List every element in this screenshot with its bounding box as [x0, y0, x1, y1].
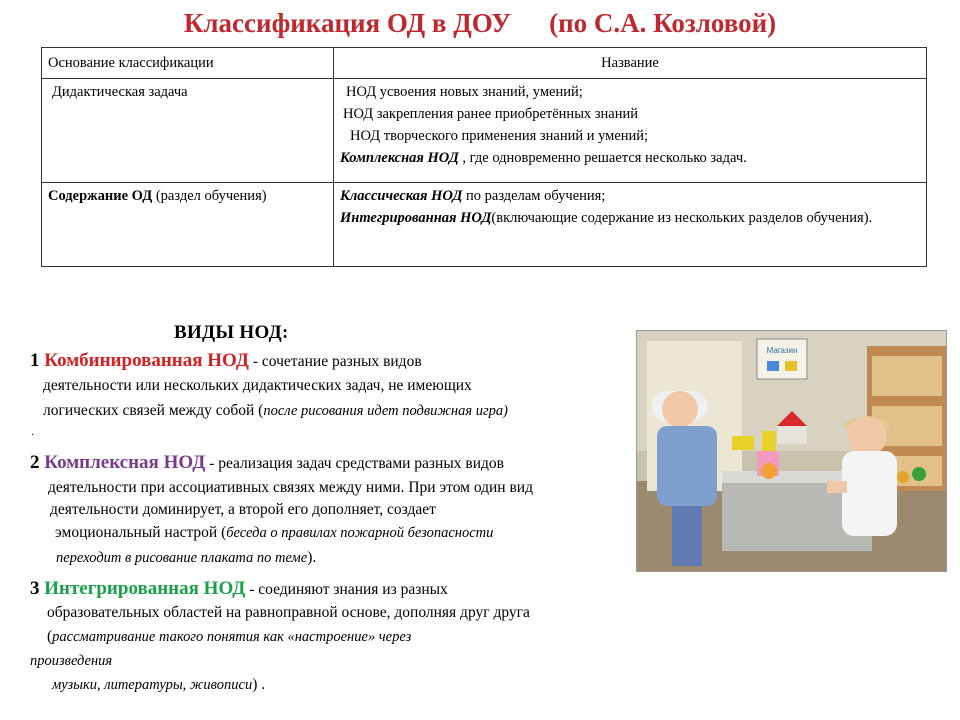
row2-line2	[340, 207, 920, 229]
type3-example: рассматривание такого понятия как «настроение» через	[52, 629, 412, 645]
integ-label: Интегрированная НОД	[340, 210, 492, 226]
classification-table	[41, 47, 927, 267]
page-title	[0, 8, 960, 39]
type2-line1	[30, 452, 504, 474]
type2-line2: деятельности при ассоциативных связях между ними. При этом один вид	[48, 479, 533, 496]
table-cell-name	[334, 183, 927, 267]
type1-line2: деятельности или нескольких дидактических задач, не имеющих	[43, 377, 472, 394]
type3-l3: (	[47, 628, 53, 645]
table-cell-name	[334, 79, 927, 183]
table-row	[42, 183, 927, 267]
table-cell-basis: Дидактическая задача	[42, 79, 334, 183]
type2-l5: ).	[307, 549, 317, 566]
type1-line4: .	[31, 424, 34, 438]
classroom-photo	[636, 330, 947, 572]
type2-dash: -	[205, 455, 219, 472]
content-rest: (раздел обучения)	[152, 188, 267, 204]
classic-rest: по разделам обучения;	[462, 188, 606, 204]
classroom-photo-illustration	[637, 331, 946, 571]
title-main: Классификация ОД в ДОУ	[183, 8, 512, 38]
type2-l4: эмоциональный настрой (	[55, 524, 227, 541]
type2-num: 2	[30, 452, 45, 473]
types-heading: ВИДЫ НОД:	[174, 322, 289, 343]
shop-sign: Магазин	[766, 346, 798, 355]
type1-line1	[30, 350, 422, 372]
row1-line3: НОД творческого применения знаний и умений;	[350, 128, 649, 144]
type1-dash: -	[248, 353, 262, 370]
table-header-basis: Основание классификации	[42, 48, 334, 79]
complex-label: Комплексная НОД	[340, 150, 459, 166]
type3-line3	[47, 628, 411, 646]
classic-label: Классическая НОД	[340, 188, 463, 204]
type3-num: 3	[30, 578, 45, 599]
type3-line4	[30, 652, 112, 670]
row1-line1: НОД усвоения новых знаний, умений;	[346, 84, 583, 100]
type1-l3: логических связей между собой (	[43, 402, 264, 419]
type3-example2: произведения	[30, 653, 113, 669]
type3-line5	[52, 676, 265, 694]
row2-line1	[340, 185, 920, 207]
table-row	[42, 79, 927, 183]
type1-num: 1	[30, 350, 45, 371]
type2-text: реализация задач средствами разных видов	[218, 455, 504, 472]
type2-example: беседа о правилах пожарной безопасности	[226, 525, 494, 541]
integ-rest: (включающие содержание из нескольких разделов обучения).	[491, 210, 873, 226]
type3-dash: -	[245, 581, 259, 598]
type3-text: соединяют знания из разных	[258, 581, 448, 598]
type2-line3: деятельности доминирует, а второй его дополняет, создает	[50, 501, 436, 518]
type3-example3: музыки, литературы, живописи	[52, 677, 253, 693]
type3-l5: ) .	[252, 676, 266, 693]
row1-line2: НОД закрепления ранее приобретённых знаний	[343, 106, 639, 122]
type3-line2: образовательных областей на равноправной основе, дополняя друг друга	[47, 604, 530, 621]
title-author: (по С.А. Козловой)	[549, 8, 777, 38]
table-header-name: Название	[334, 48, 927, 79]
type3-label: Интегрированная НОД	[44, 578, 246, 599]
type2-example2: переходит в рисование плаката по теме	[56, 550, 308, 566]
table-header-row	[42, 48, 927, 79]
type1-example: после рисования идет подвижная игра)	[263, 403, 508, 419]
table-cell-basis	[42, 183, 334, 267]
row1-line4	[340, 147, 920, 169]
complex-rest: , где одновременно решается несколько задач.	[458, 150, 747, 166]
type2-label: Комплексная НОД	[44, 452, 206, 473]
type2-line5	[56, 549, 316, 567]
type1-line3	[43, 402, 508, 420]
type3-line1	[30, 578, 448, 600]
type1-label: Комбинированная НОД	[44, 350, 249, 371]
content-label: Содержание ОД	[48, 188, 153, 204]
type1-text: сочетание разных видов	[261, 353, 422, 370]
type2-line4	[55, 524, 493, 542]
